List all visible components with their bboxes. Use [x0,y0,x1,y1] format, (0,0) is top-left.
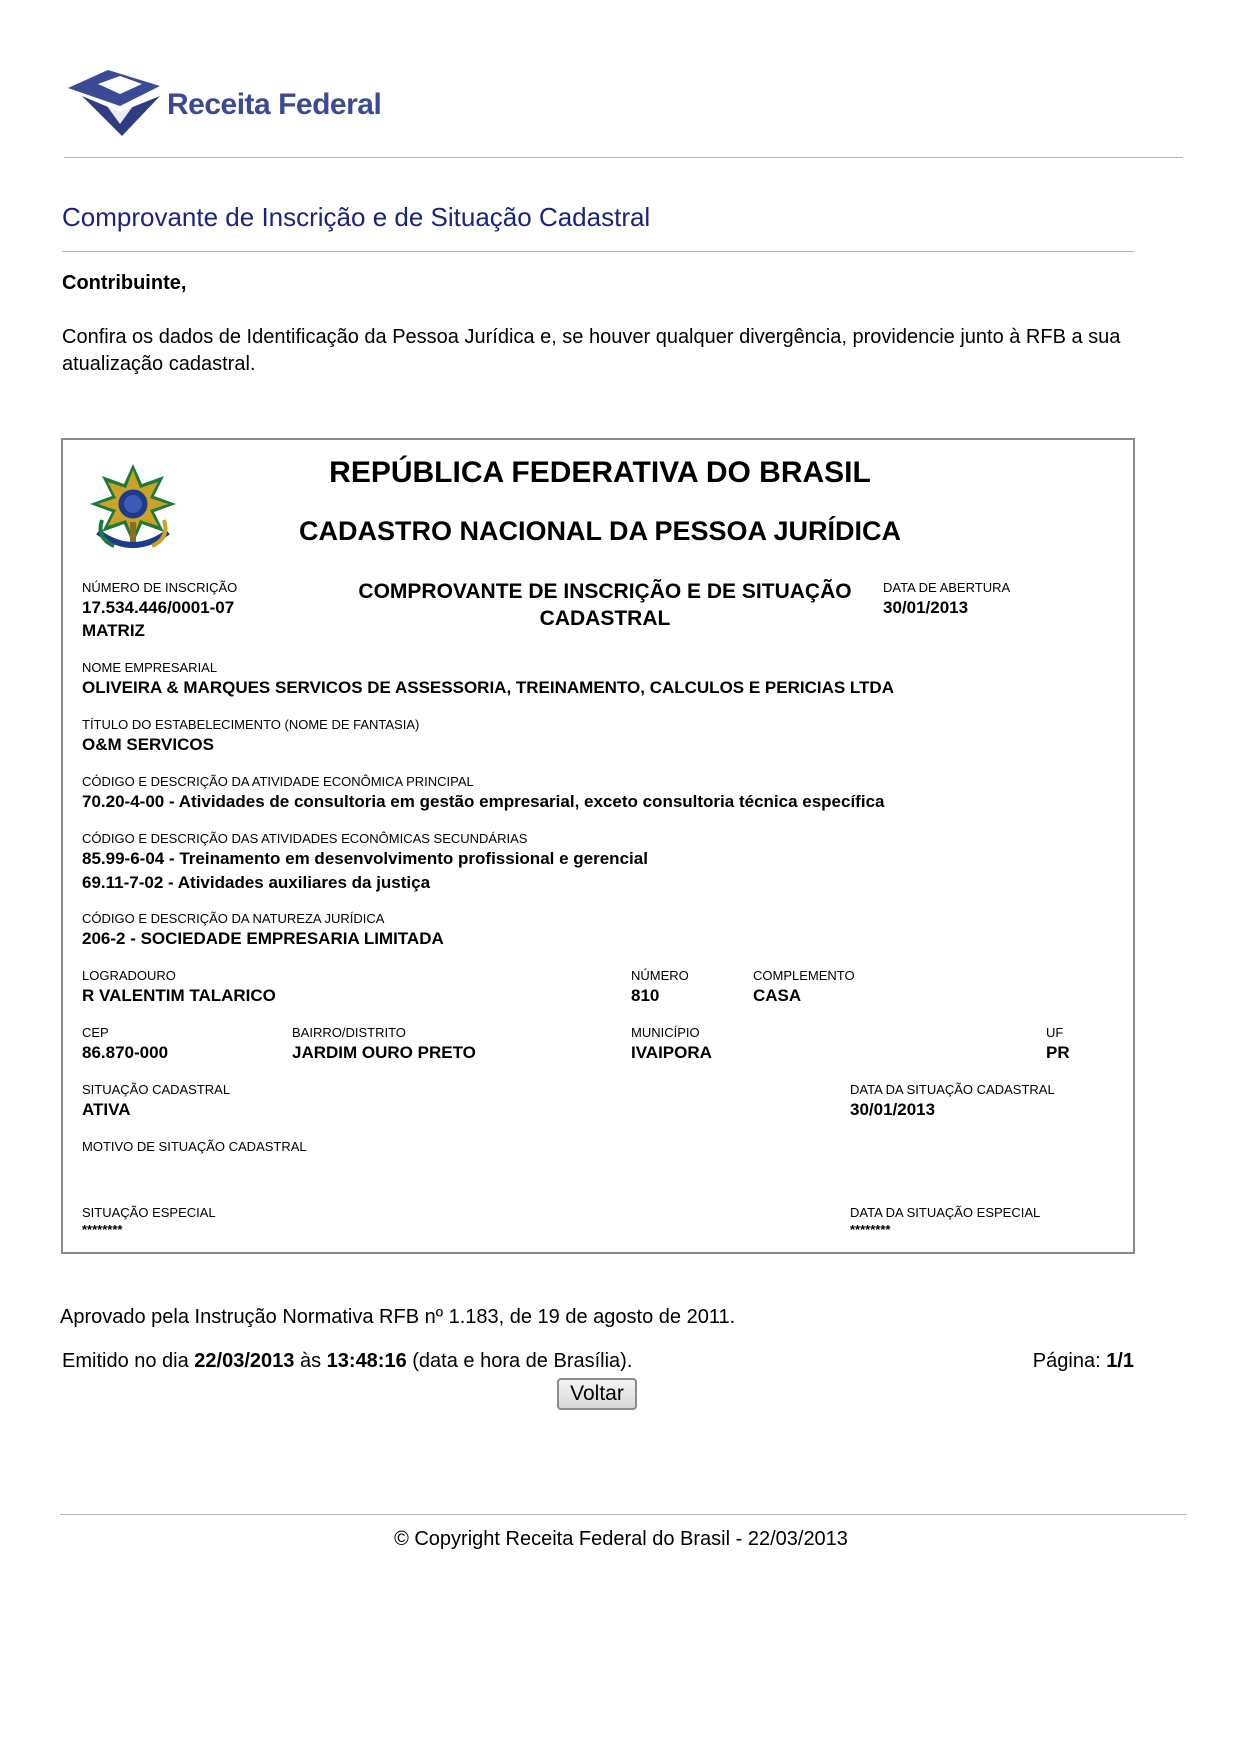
natureza-label: CÓDIGO E DESCRIÇÃO DA NATUREZA JURÍDICA [82,911,385,926]
situacao-label: SITUAÇÃO CADASTRAL [82,1082,231,1097]
voltar-button[interactable]: Voltar [557,1378,637,1410]
data-situacao-label: DATA DA SITUAÇÃO CADASTRAL [850,1082,1055,1097]
card-heading-cadastro: CADASTRO NACIONAL DA PESSOA JURÍDICA [298,516,902,546]
title-divider [62,251,1134,252]
inscricao-tipo: MATRIZ [82,621,145,640]
numero-value: 810 [631,986,660,1005]
cnpj-card [61,438,1135,1254]
header-divider [64,157,1183,158]
card-heading-comprovante: COMPROVANTE DE INSCRIÇÃO E DE SITUAÇÃO CADASTRAL [358,580,852,630]
pagina-label: Página: [1032,1350,1107,1372]
data-situacao-value: 30/01/2013 [850,1100,936,1119]
atividade-secundaria-item: 69.11-7-02 - Atividades auxiliares da justiça [82,873,431,892]
bairro-label: BAIRRO/DISTRITO [292,1025,406,1040]
motivo-label: MOTIVO DE SITUAÇÃO CADASTRAL [82,1139,307,1154]
abertura-label: DATA DE ABERTURA [883,580,1011,595]
receita-federal-logo-icon [64,66,174,142]
emitido-prefix: Emitido no dia [62,1350,195,1372]
emitido-mid: às [294,1350,327,1372]
greeting: Contribuinte, [62,272,187,294]
situacao-especial-label: SITUAÇÃO ESPECIAL [82,1205,216,1220]
atividade-principal-label: CÓDIGO E DESCRIÇÃO DA ATIVIDADE ECONÔMICA PRINCIPAL [82,774,474,789]
aprovado-text: Aprovado pela Instrução Normativa RFB nº 1.183, de 19 de agosto de 2011. [60,1306,736,1328]
data-situacao-especial-label: DATA DA SITUAÇÃO ESPECIAL [850,1205,1041,1220]
situacao-value: ATIVA [82,1100,131,1119]
complemento-label: COMPLEMENTO [753,968,855,983]
intro-text: Confira os dados de Identificação da Pessoa Jurídica e, se houver qualquer divergência, providencie junto à RFB a sua atualização cadastral. [62,326,1121,375]
fantasia-label: TÍTULO DO ESTABELECIMENTO (NOME DE FANTASIA) [82,717,420,732]
cep-label: CEP [82,1025,109,1040]
atividade-principal-value: 70.20-4-00 - Atividades de consultoria em gestão empresarial, exceto consultoria técnica específica [82,792,885,811]
cep-value: 86.870-000 [82,1043,169,1062]
inscricao-label: NÚMERO DE INSCRIÇÃO [82,580,238,595]
inscricao-value: 17.534.446/0001-07 [82,598,235,617]
logradouro-value: R VALENTIM TALARICO [82,986,276,1005]
copyright-text: © Copyright Receita Federal do Brasil - 22/03/2013 [394,1528,848,1550]
page-title: Comprovante de Inscrição e de Situação Cadastral [62,202,651,232]
abertura-value: 30/01/2013 [883,598,969,617]
pagina-value: 1/1 [1106,1350,1134,1372]
atividades-secundarias-list [82,847,648,895]
brazil-coat-of-arms-icon [88,462,178,556]
bairro-value: JARDIM OURO PRETO [292,1043,476,1062]
nome-value: OLIVEIRA & MARQUES SERVICOS DE ASSESSORIA, TREINAMENTO, CALCULOS E PERICIAS LTDA [82,678,894,697]
situacao-especial-value: ******** [82,1222,123,1237]
footer-divider [60,1514,1187,1515]
numero-label: NÚMERO [631,968,689,983]
emitido-text [62,1350,632,1373]
emblem [88,462,178,556]
data-situacao-especial-value: ******** [850,1222,891,1237]
emitido-suffix: (data e hora de Brasília). [406,1350,633,1372]
emitido-hora: 13:48:16 [326,1350,407,1372]
complemento-value: CASA [753,986,802,1005]
atividade-secundaria-item: 85.99-6-04 - Treinamento em desenvolvimento profissional e gerencial [82,849,648,868]
atividades-secundarias-label: CÓDIGO E DESCRIÇÃO DAS ATIVIDADES ECONÔMICAS SECUNDÁRIAS [82,831,528,846]
page-number [1010,1350,1134,1373]
natureza-value: 206-2 - SOCIEDADE EMPRESARIA LIMITADA [82,929,444,948]
emitido-data: 22/03/2013 [194,1350,295,1372]
municipio-label: MUNICÍPIO [631,1025,700,1040]
uf-label: UF [1046,1025,1064,1040]
logradouro-label: LOGRADOURO [82,968,176,983]
fantasia-value: O&M SERVICOS [82,735,214,754]
uf-value: PR [1046,1043,1070,1062]
card-heading-republica: REPÚBLICA FEDERATIVA DO BRASIL [329,456,871,489]
municipio-value: IVAIPORA [631,1043,712,1062]
logo-text: Receita Federal [167,88,382,121]
nome-label: NOME EMPRESARIAL [82,660,218,675]
